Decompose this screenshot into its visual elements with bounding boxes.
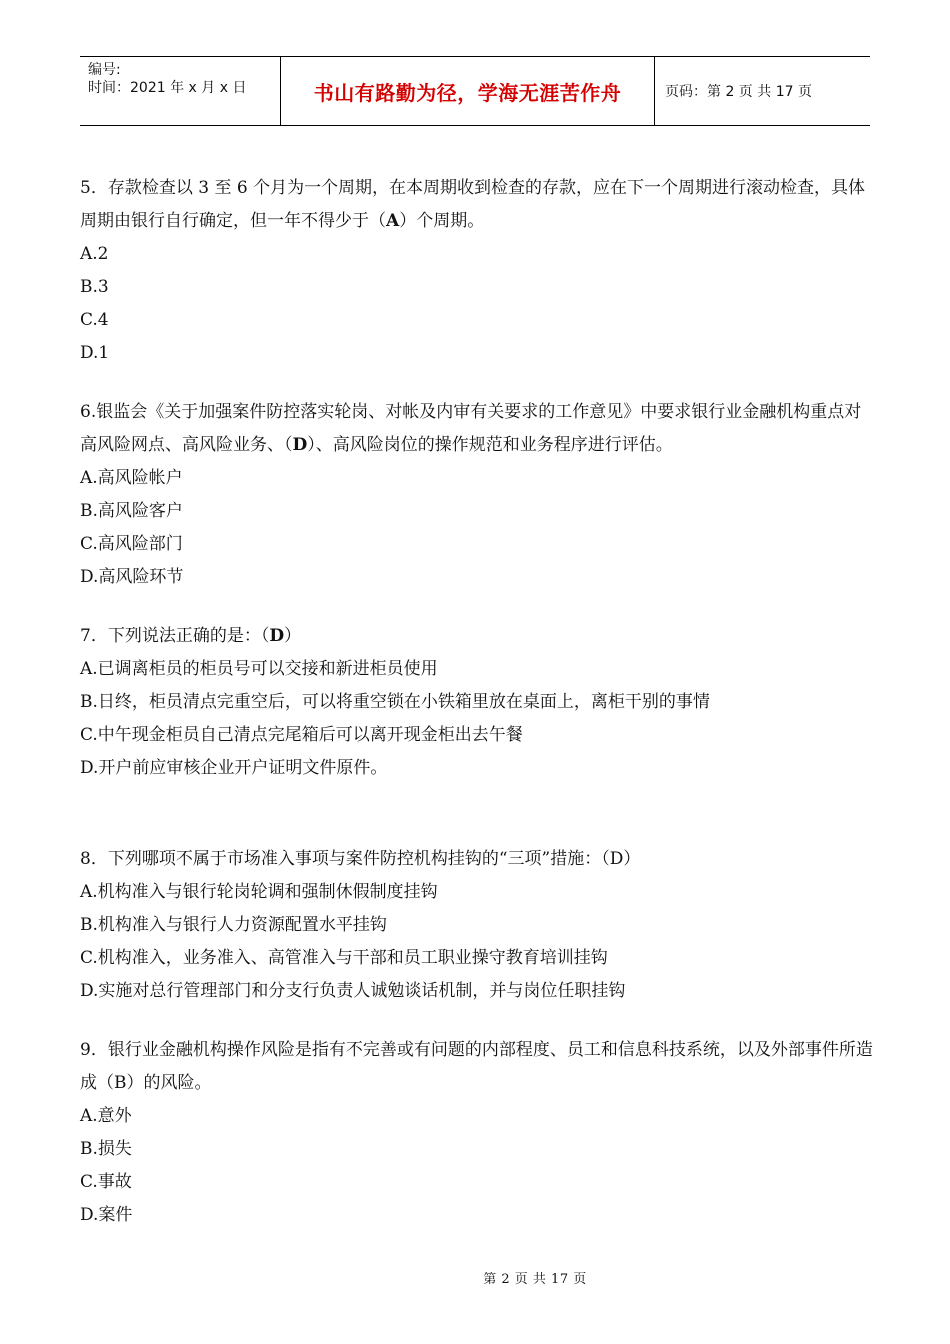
answer-mark: D (292, 435, 308, 455)
option: D.高风险环节 (80, 567, 184, 587)
serial-label: 编号: (88, 62, 121, 78)
option: D.开户前应审核企业开户证明文件原件。 (80, 758, 388, 778)
option: B.日终，柜员清点完重空后，可以将重空锁在小铁箱里放在桌面上，离柜干别的事情 (80, 692, 710, 712)
option: C.中午现金柜员自己清点完尾箱后可以离开现金柜出去午餐 (80, 725, 523, 745)
option: A.高风险帐户 (80, 468, 183, 488)
option: C.4 (80, 310, 109, 330)
question-7 (80, 620, 875, 785)
option: C.机构准入，业务准入、高管准入与干部和员工职业操守教育培训挂钩 (80, 948, 608, 968)
option: D.案件 (80, 1205, 133, 1225)
option: D.1 (80, 343, 110, 363)
option: B.3 (80, 277, 109, 297)
option: C.事故 (80, 1172, 132, 1192)
option: C.高风险部门 (80, 534, 183, 554)
question-stem: 5．存款检查以 3 至 6 个月为一个周期，在本周期收到检查的存款，应在下一个周期进行滚动检查，具体周期由银行自行确定，但一年不得少于（A）个周期。 (80, 178, 866, 231)
option: B.损失 (80, 1139, 132, 1159)
footer-page-number: 第 2 页 共 17 页 (483, 1272, 587, 1287)
question-6 (80, 396, 875, 594)
question-stem: 9．银行业金融机构操作风险是指有不完善或有问题的内部程度、员工和信息科技系统，以及外部事件所造成（B）的风险。 (80, 1040, 873, 1093)
header-meta (80, 57, 281, 125)
option: B.高风险客户 (80, 501, 183, 521)
header-slogan: 书山有路勤为径，学海无涯苦作舟 (281, 57, 655, 125)
question-stem: 6.银监会《关于加强案件防控落实轮岗、对帐及内审有关要求的工作意见》中要求银行业金融机构重点对高风险网点、高风险业务、（D）、高风险岗位的操作规范和业务程序进行评估。 (80, 402, 862, 455)
question-stem: 8．下列哪项不属于市场准入事项与案件防控机构挂钩的“三项”措施：（D） (80, 849, 641, 869)
question-5 (80, 172, 875, 370)
option: A.2 (80, 244, 109, 264)
answer-mark: D (269, 626, 285, 646)
header-page-info: 页码：第 2 页 共 17 页 (665, 84, 812, 100)
date-label: 时间：2021 年 x 月 x 日 (88, 80, 247, 96)
option: A.机构准入与银行轮岗轮调和强制休假制度挂钩 (80, 882, 438, 902)
document-body (80, 172, 875, 1232)
option: A.意外 (80, 1106, 132, 1126)
question-9 (80, 1034, 875, 1232)
page-header (80, 56, 870, 126)
option: D.实施对总行管理部门和分支行负责人诚勉谈话机制，并与岗位任职挂钩 (80, 981, 626, 1001)
question-8 (80, 843, 875, 1008)
option: B.机构准入与银行人力资源配置水平挂钩 (80, 915, 387, 935)
answer-mark: A (386, 211, 400, 231)
option: A.已调离柜员的柜员号可以交接和新进柜员使用 (80, 659, 438, 679)
question-stem: 7．下列说法正确的是：（D） (80, 626, 302, 646)
page-footer (0, 1268, 950, 1287)
